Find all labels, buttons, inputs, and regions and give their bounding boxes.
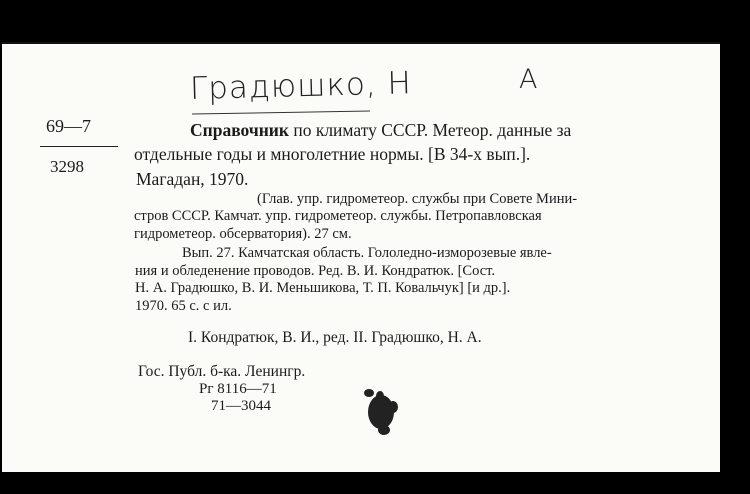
call-number-top: 69—7 [46,116,91,136]
entry-note-2: стров СССР. Камчат. упр. гидрометеор. службы. Петропавловская [134,208,542,224]
catalog-card [2,42,720,472]
call-number-rule [40,146,118,147]
handwritten-author-name: Градюшко, Н [189,65,413,107]
entry-note-5: ния и обледенение проводов. Ред. В. И. Кондратюк. [Сост. [135,263,496,279]
ink-blot [362,389,400,435]
entry-note-1: (Глав. упр. гидрометеор. службы при Совете Мини- [257,191,578,207]
holdings-number-1: Рг 8116—71 [199,381,277,397]
entry-note-4: Вып. 27. Камчатская область. Гололедно-изморозевые явле- [182,245,552,261]
call-number-bottom: 3298 [50,157,84,176]
holdings-number-2: 71—3044 [211,398,271,414]
entry-note-3: гидрометеор. обсерватория). 27 см. [134,226,352,242]
handwritten-underline [192,110,370,114]
holdings-library: Гос. Публ. б-ка. Ленингр. [138,363,306,380]
entry-title-rest: по климату СССР. Метеор. данные за [288,120,572,140]
entry-line-3: Магадан, 1970. [136,169,249,189]
entry-title-line [190,122,571,140]
entry-title: Справочник [190,120,289,140]
entry-note-6: Н. А. Градюшко, В. И. Меньшикова, Т. П. Ковальчук] [и др.]. [135,280,511,296]
handwritten-initial: А [519,64,539,95]
tracings: I. Кондратюк, В. И., ред. II. Градюшко, Н. А. [188,329,482,346]
entry-line-2: отдельные годы и многолетние нормы. [В 34-х вып.]. [134,144,531,164]
entry-note-7: 1970. 65 с. с ил. [135,298,232,314]
